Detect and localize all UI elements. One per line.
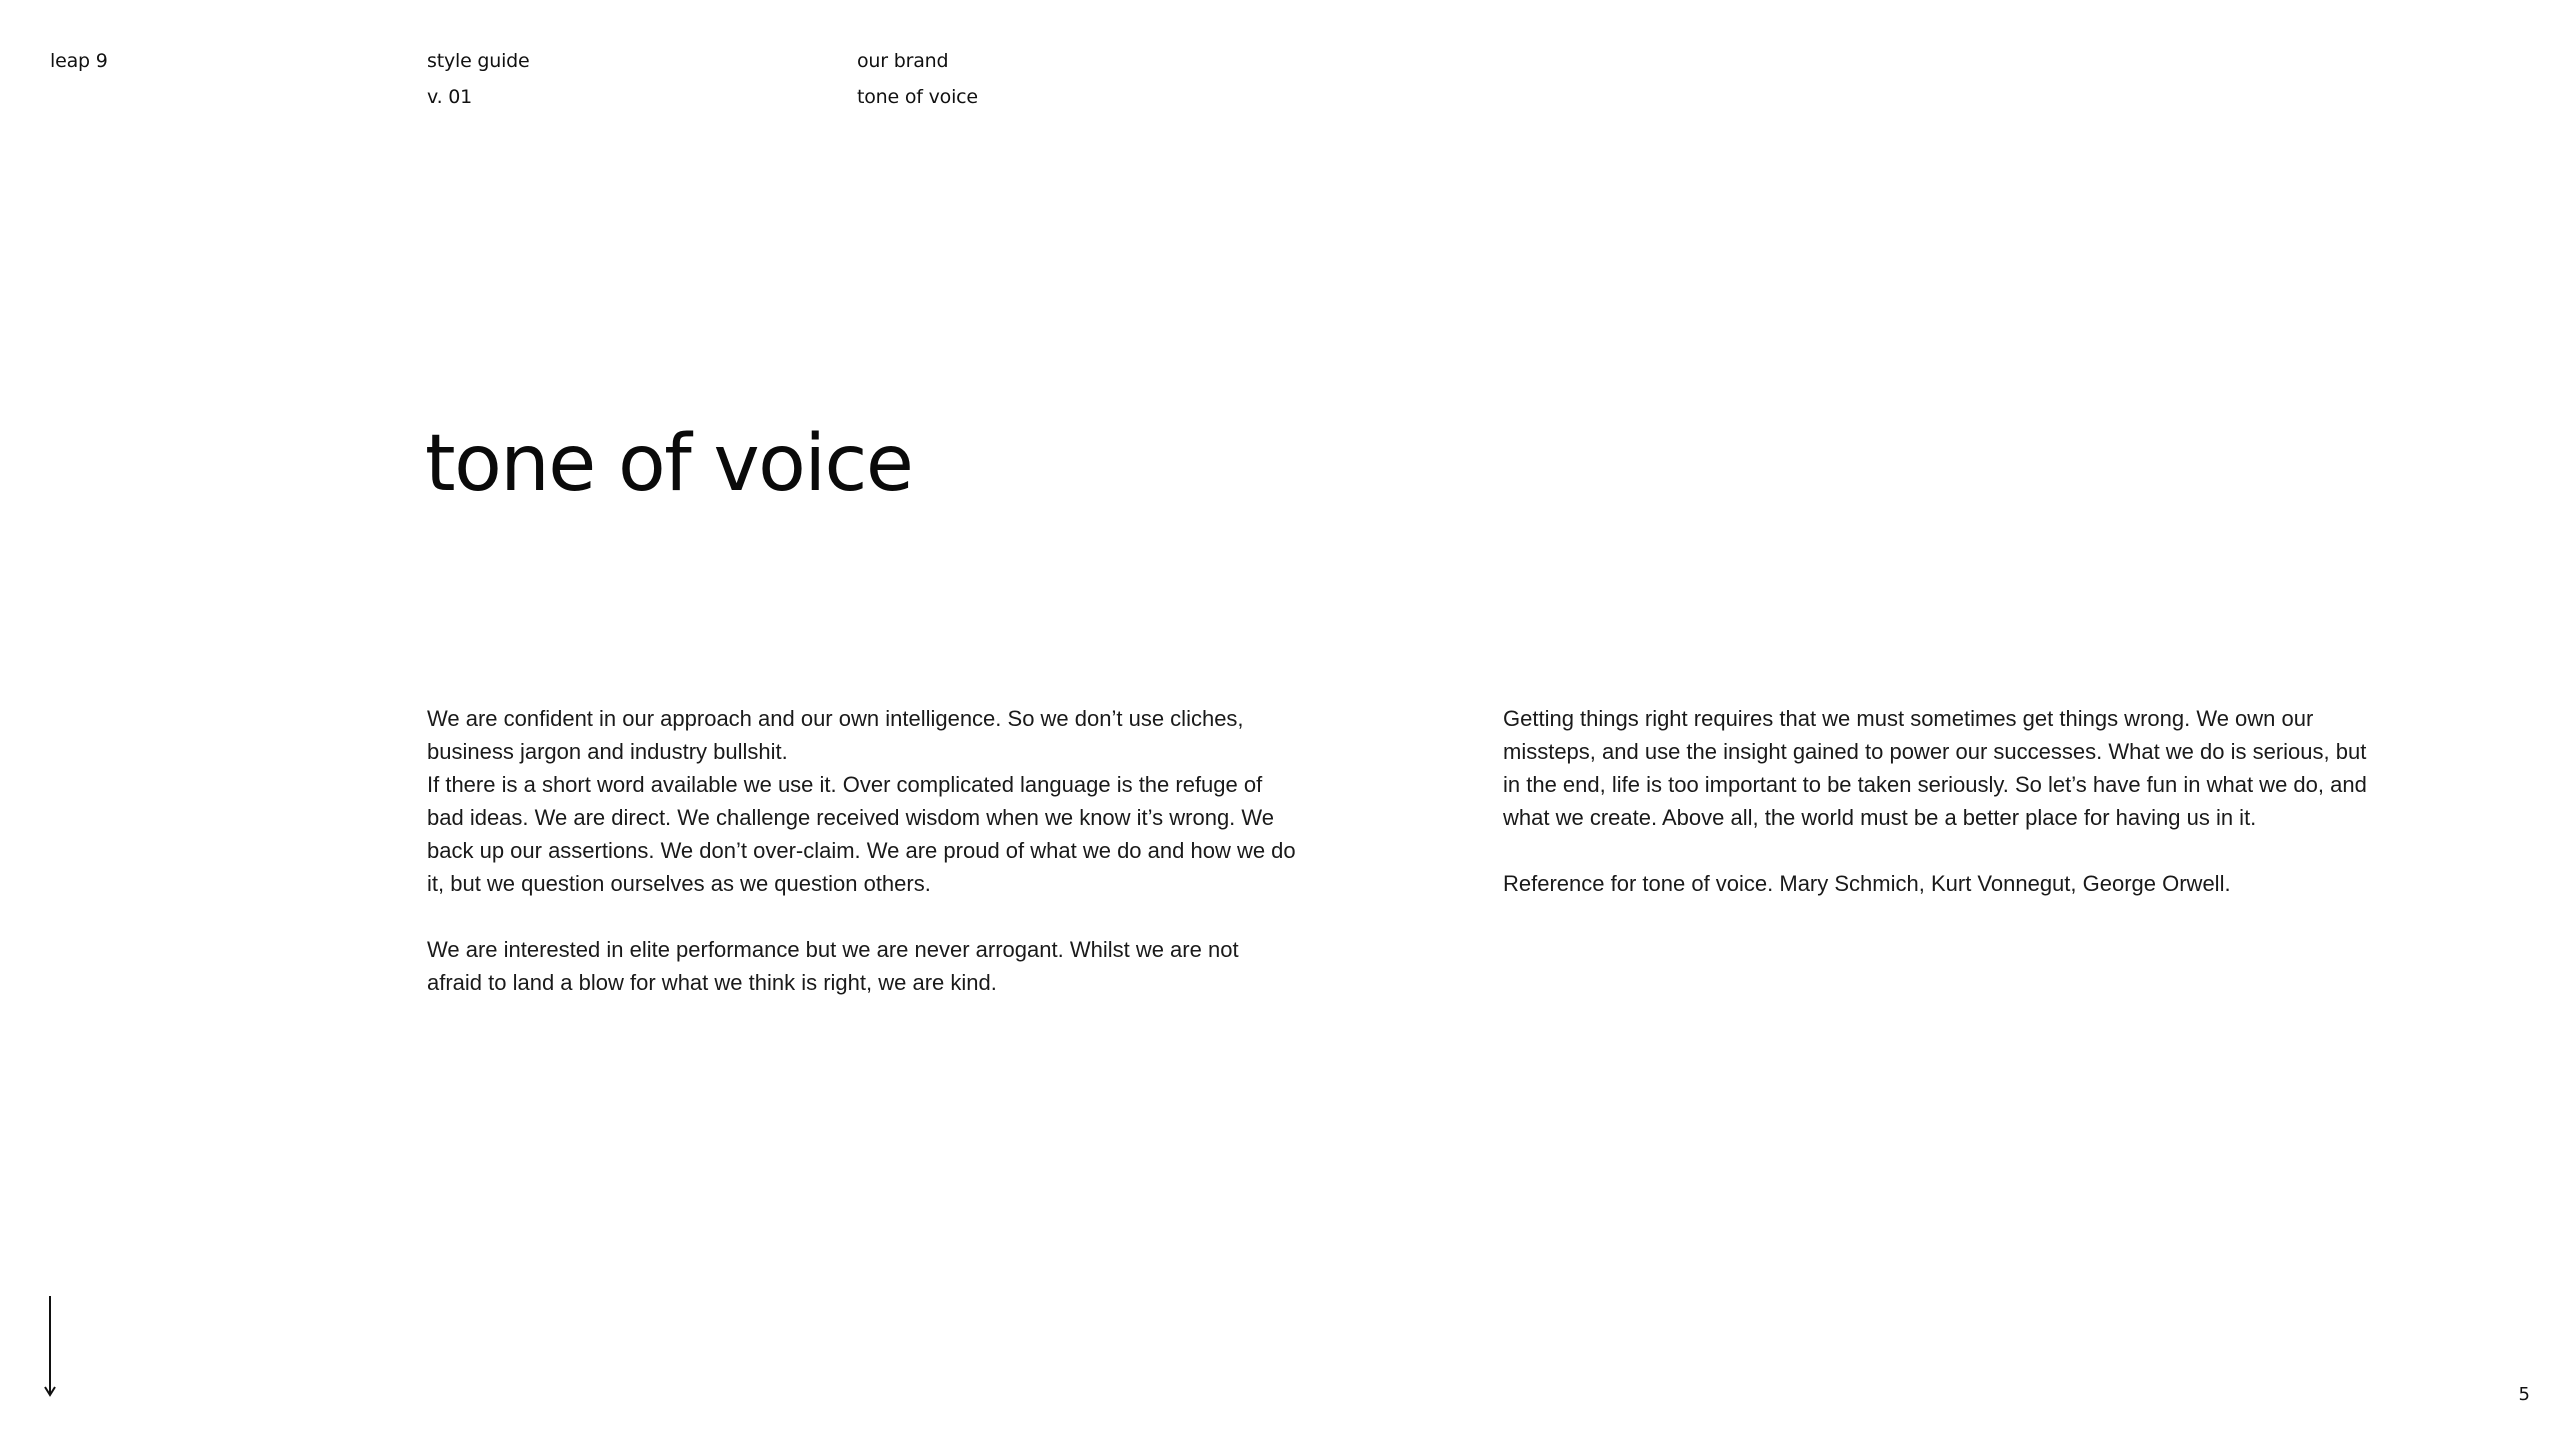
paragraph: We are interested in elite performance but we are never arrogant. Whilst we are not afraid to land a blow for what we think is right, we are kind.	[427, 937, 1239, 995]
section-label: our brand	[857, 50, 949, 72]
guide-label: style guide	[427, 50, 530, 72]
body-column-right	[1503, 702, 2383, 900]
section-subtitle: tone of voice	[857, 86, 978, 108]
paragraph: Getting things right requires that we must sometimes get things wrong. We own our missteps, and use the insight gained to power our successes. What we do is serious, but in the end, life is too important to be taken seriously. So let’s have fun in what we do, and what we create. Above all, the world must be a better place for having us in it.	[1503, 706, 2367, 830]
paragraph: If there is a short word available we use it. Over complicated language is the refuge of bad ideas. We are direct. We challenge received wisdom when we know it’s wrong. We back up our assertions. We don’t over-claim. We are proud of what we do and how we do it, but we question ourselves as we question others.	[427, 772, 1296, 896]
page-number: 5	[2518, 1384, 2530, 1405]
reference-note: Reference for tone of voice. Mary Schmich, Kurt Vonnegut, George Orwell.	[1503, 871, 2231, 896]
arrow-down-icon[interactable]	[40, 1296, 60, 1398]
paragraph: We are confident in our approach and our own intelligence. So we don’t use cliches, business jargon and industry bullshit.	[427, 706, 1244, 764]
brand-name: leap 9	[50, 50, 108, 72]
body-column-left	[427, 702, 1299, 999]
guide-version: v. 01	[427, 86, 473, 108]
page-title: tone of voice	[425, 419, 913, 509]
